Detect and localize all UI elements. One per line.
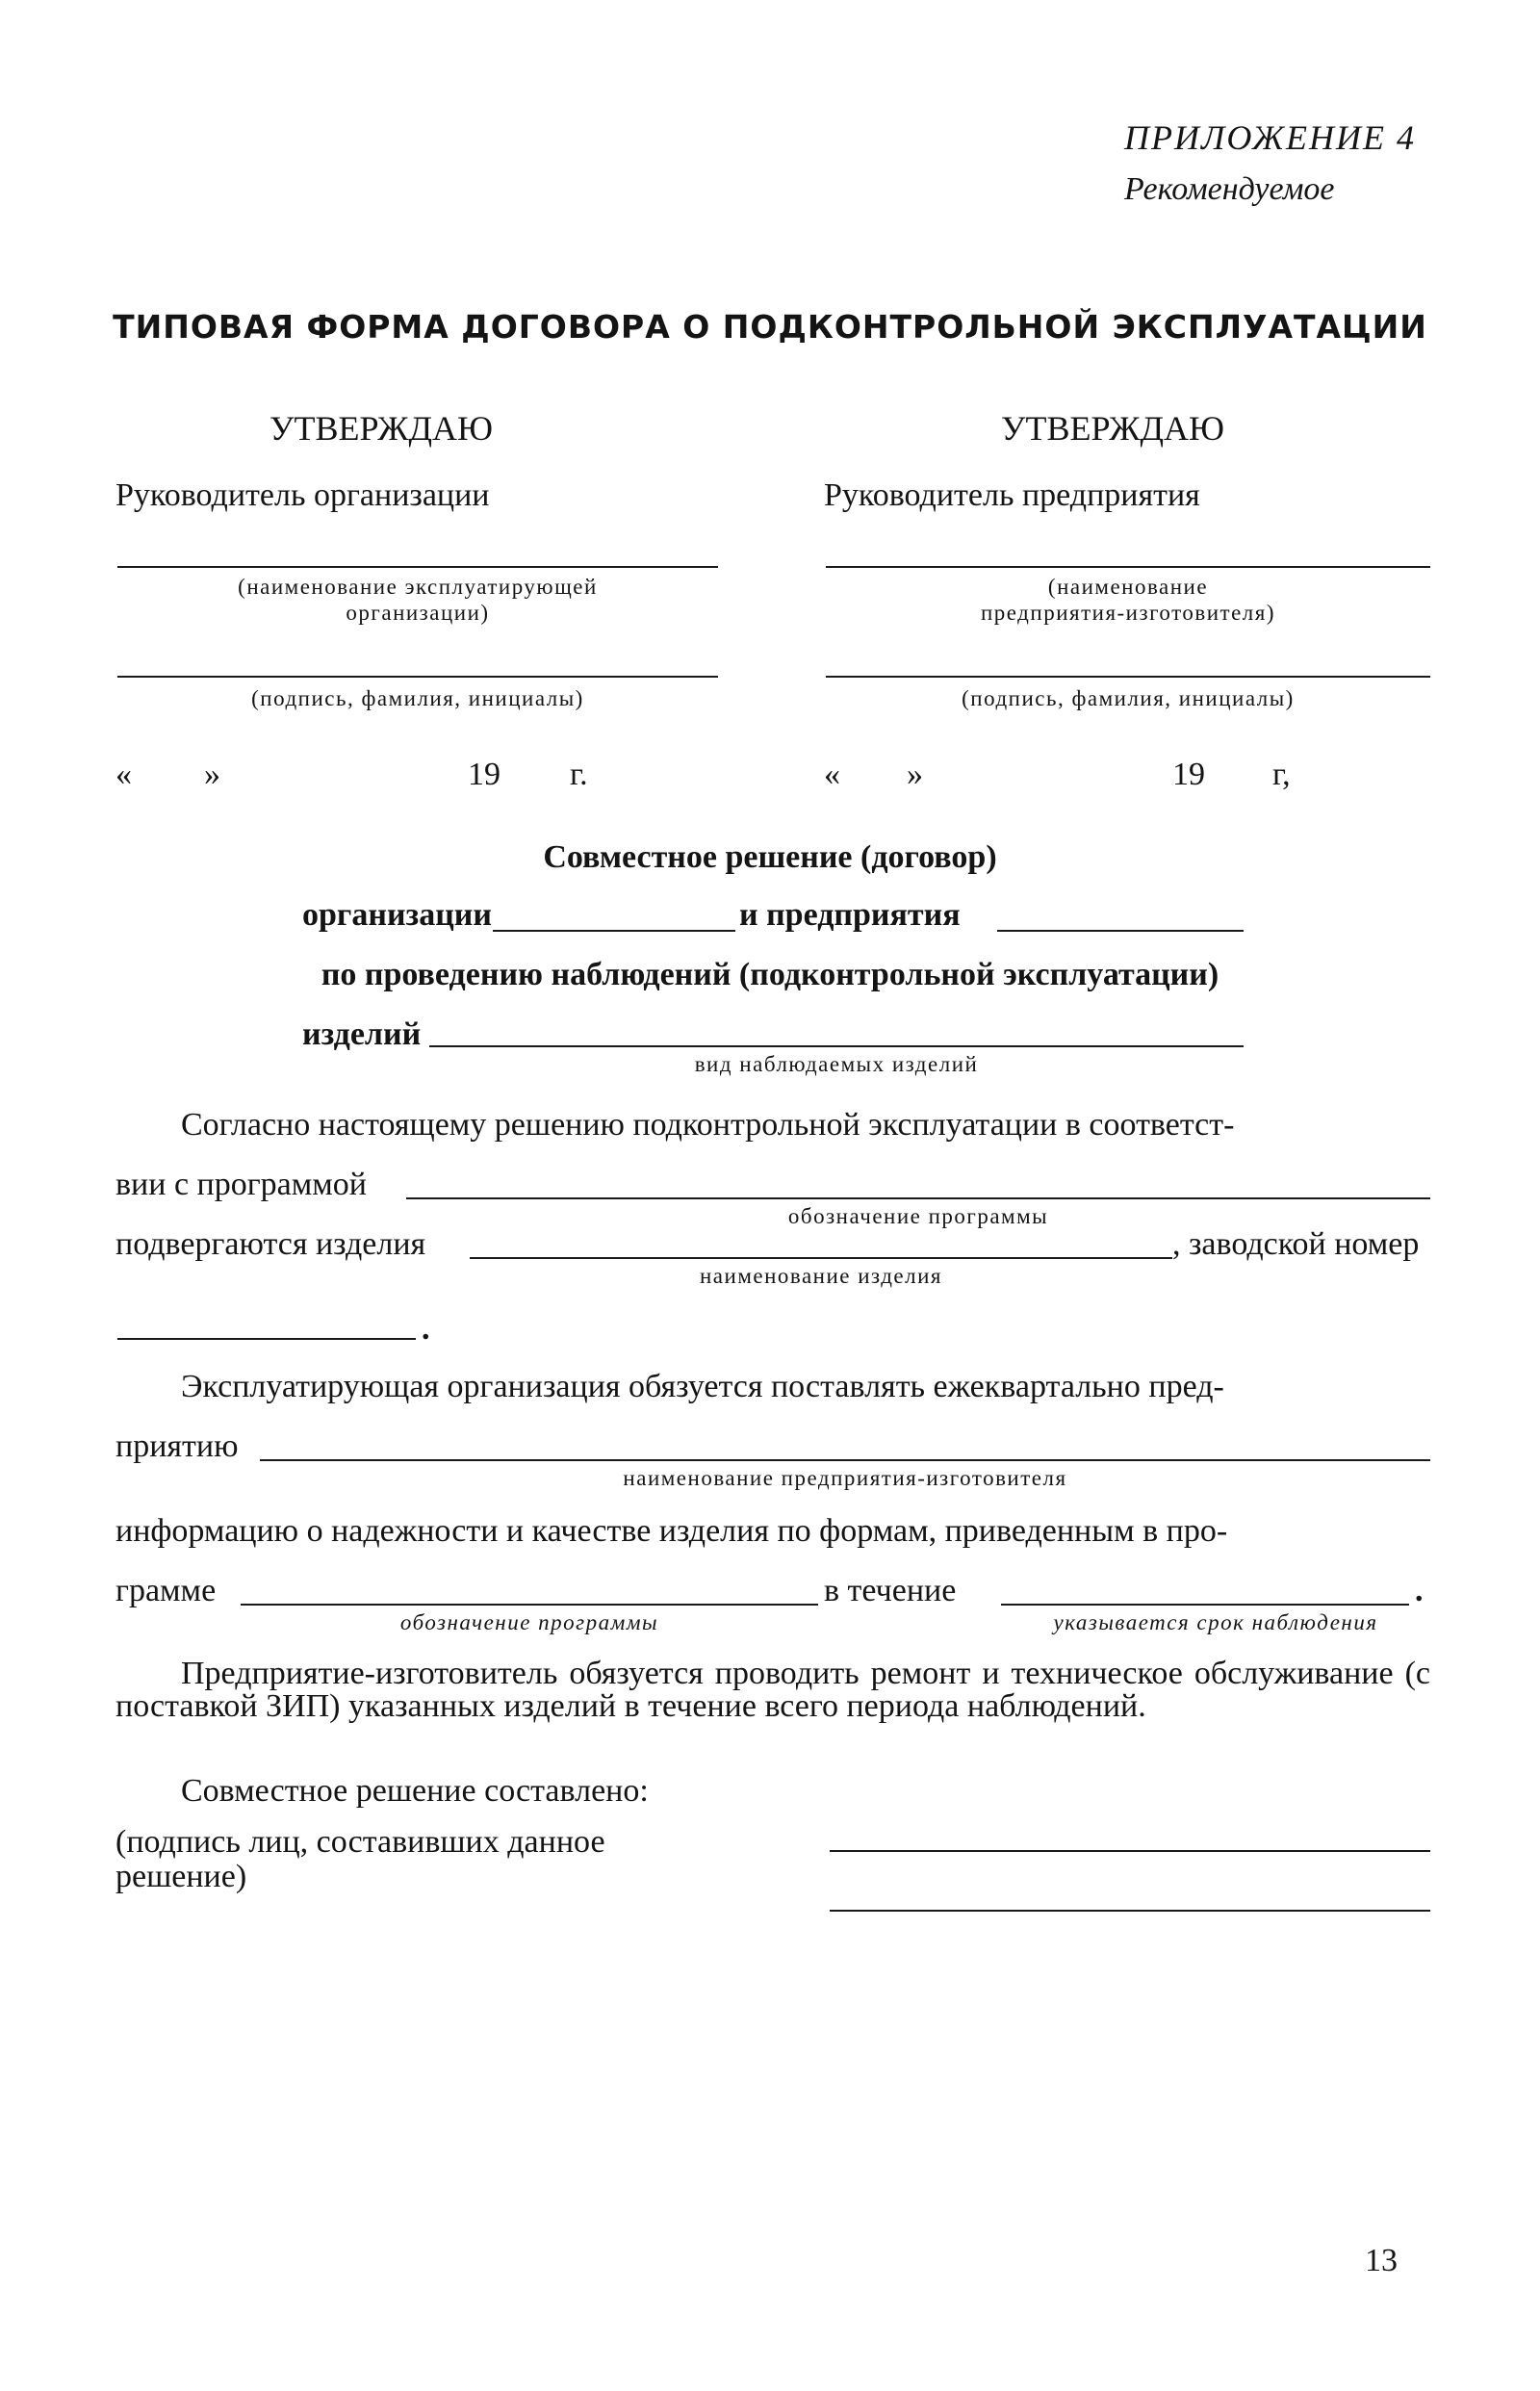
name-caption-left-1: (наименование эксплуатирующей xyxy=(238,575,598,599)
decision-enterprise-line[interactable] xyxy=(997,930,1244,932)
date-year-right: 19 xyxy=(1172,757,1205,792)
program-caption-2: обозначение программы xyxy=(399,1610,659,1634)
program-caption: обозначение программы xyxy=(787,1204,1049,1228)
approve-label-left: УТВЕРЖДАЮ xyxy=(270,409,494,448)
decision-org-label: организации xyxy=(302,897,492,933)
para1-line3-prefix: подвергаются изделия xyxy=(116,1226,426,1262)
observation-term-line[interactable] xyxy=(1001,1604,1409,1606)
para2-line2-prefix: приятию xyxy=(116,1428,239,1464)
signature-line-right[interactable] xyxy=(826,676,1430,678)
signature-line-2[interactable] xyxy=(830,1910,1430,1912)
date-year-suffix-left: г. xyxy=(570,757,588,792)
decision-purpose: по проведению наблюдений (подконтрольной эксплуатации) xyxy=(321,957,1219,992)
para1-line1: Согласно настоящему решению подконтрольной эксплуатации в соответст- xyxy=(181,1107,1235,1143)
date-year-left: 19 xyxy=(468,757,500,792)
para4-text: Совместное решение составлено: xyxy=(181,1773,649,1809)
decision-heading: Совместное решение (договор) xyxy=(543,839,997,875)
name-line-right[interactable] xyxy=(826,566,1430,568)
decision-items-line[interactable] xyxy=(429,1045,1244,1047)
date-year-suffix-right: г, xyxy=(1272,757,1291,792)
para2-line3: информацию о надежности и качестве изделия по формам, приведенным в про- xyxy=(116,1513,1228,1549)
appendix-subtitle: Рекомендуемое xyxy=(1124,171,1335,207)
signatures-caption-2: решение) xyxy=(116,1859,247,1894)
decision-items-label: изделий xyxy=(302,1016,422,1052)
para2-line4-mid: в течение xyxy=(824,1573,957,1608)
signature-line-1[interactable] xyxy=(830,1850,1430,1852)
signatures-caption-1: (подпись лиц, составивших данное xyxy=(116,1824,605,1860)
name-caption-left-2: организации) xyxy=(346,601,490,625)
decision-enterprise-label: и предприятия xyxy=(739,897,961,933)
appendix-title: ПРИЛОЖЕНИЕ 4 xyxy=(1124,118,1416,157)
para2-line4-prefix: грамме xyxy=(116,1573,217,1608)
date-quote-open-right: « xyxy=(824,757,840,792)
position-right: Руководитель предприятия xyxy=(824,477,1200,513)
item-name-line[interactable] xyxy=(470,1257,1172,1259)
page-number: 13 xyxy=(1365,2243,1398,2278)
position-left: Руководитель организации xyxy=(116,477,490,513)
serial-number-line[interactable] xyxy=(117,1338,416,1340)
para1-line2-prefix: вии с программой xyxy=(116,1167,367,1202)
program-line[interactable] xyxy=(406,1197,1430,1199)
signature-line-left[interactable] xyxy=(117,676,718,678)
document-title: ТИПОВАЯ ФОРМА ДОГОВОРА О ПОДКОНТРОЛЬНОЙ ЭКСПЛУАТАЦИИ xyxy=(113,308,1427,346)
decision-org-line[interactable] xyxy=(493,930,735,932)
date-quote-open-left: « xyxy=(116,757,132,792)
program-line-2[interactable] xyxy=(241,1604,818,1606)
date-quote-close-right: » xyxy=(907,757,923,792)
signature-caption-right: (подпись, фамилия, инициалы) xyxy=(962,686,1295,710)
para3-text: Предприятие-изготовитель обязуется проводить ремонт и техническое обслуживание (с поставкой ЗИП) указанных изделий в течение всего периода наблюдений. xyxy=(116,1656,1430,1724)
decision-items-caption: вид наблюдаемых изделий xyxy=(694,1052,979,1076)
name-caption-right-2: предприятия-изготовителя) xyxy=(980,601,1276,625)
date-quote-close-left: » xyxy=(204,757,220,792)
name-caption-left xyxy=(117,574,718,626)
serial-number-end-dot: . xyxy=(422,1311,430,1347)
para1-line3-suffix: , заводской номер xyxy=(1172,1226,1420,1262)
name-caption-right-1: (наименование xyxy=(1047,575,1209,599)
enterprise-line[interactable] xyxy=(260,1459,1430,1461)
name-line-left[interactable] xyxy=(117,566,718,568)
signatures-caption xyxy=(116,1825,605,1894)
para2-end-dot: . xyxy=(1415,1573,1424,1608)
signature-caption-left: (подпись, фамилия, инициалы) xyxy=(251,686,584,710)
para2-line1: Эксплуатирующая организация обязуется поставлять ежеквартально пред- xyxy=(181,1369,1224,1404)
approve-label-right: УТВЕРЖДАЮ xyxy=(1001,409,1225,448)
name-caption-right xyxy=(826,574,1430,626)
item-name-caption: наименование изделия xyxy=(700,1264,942,1288)
enterprise-caption: наименование предприятия-изготовителя xyxy=(623,1466,1067,1490)
observation-term-caption: указывается срок наблюдения xyxy=(1053,1610,1378,1634)
